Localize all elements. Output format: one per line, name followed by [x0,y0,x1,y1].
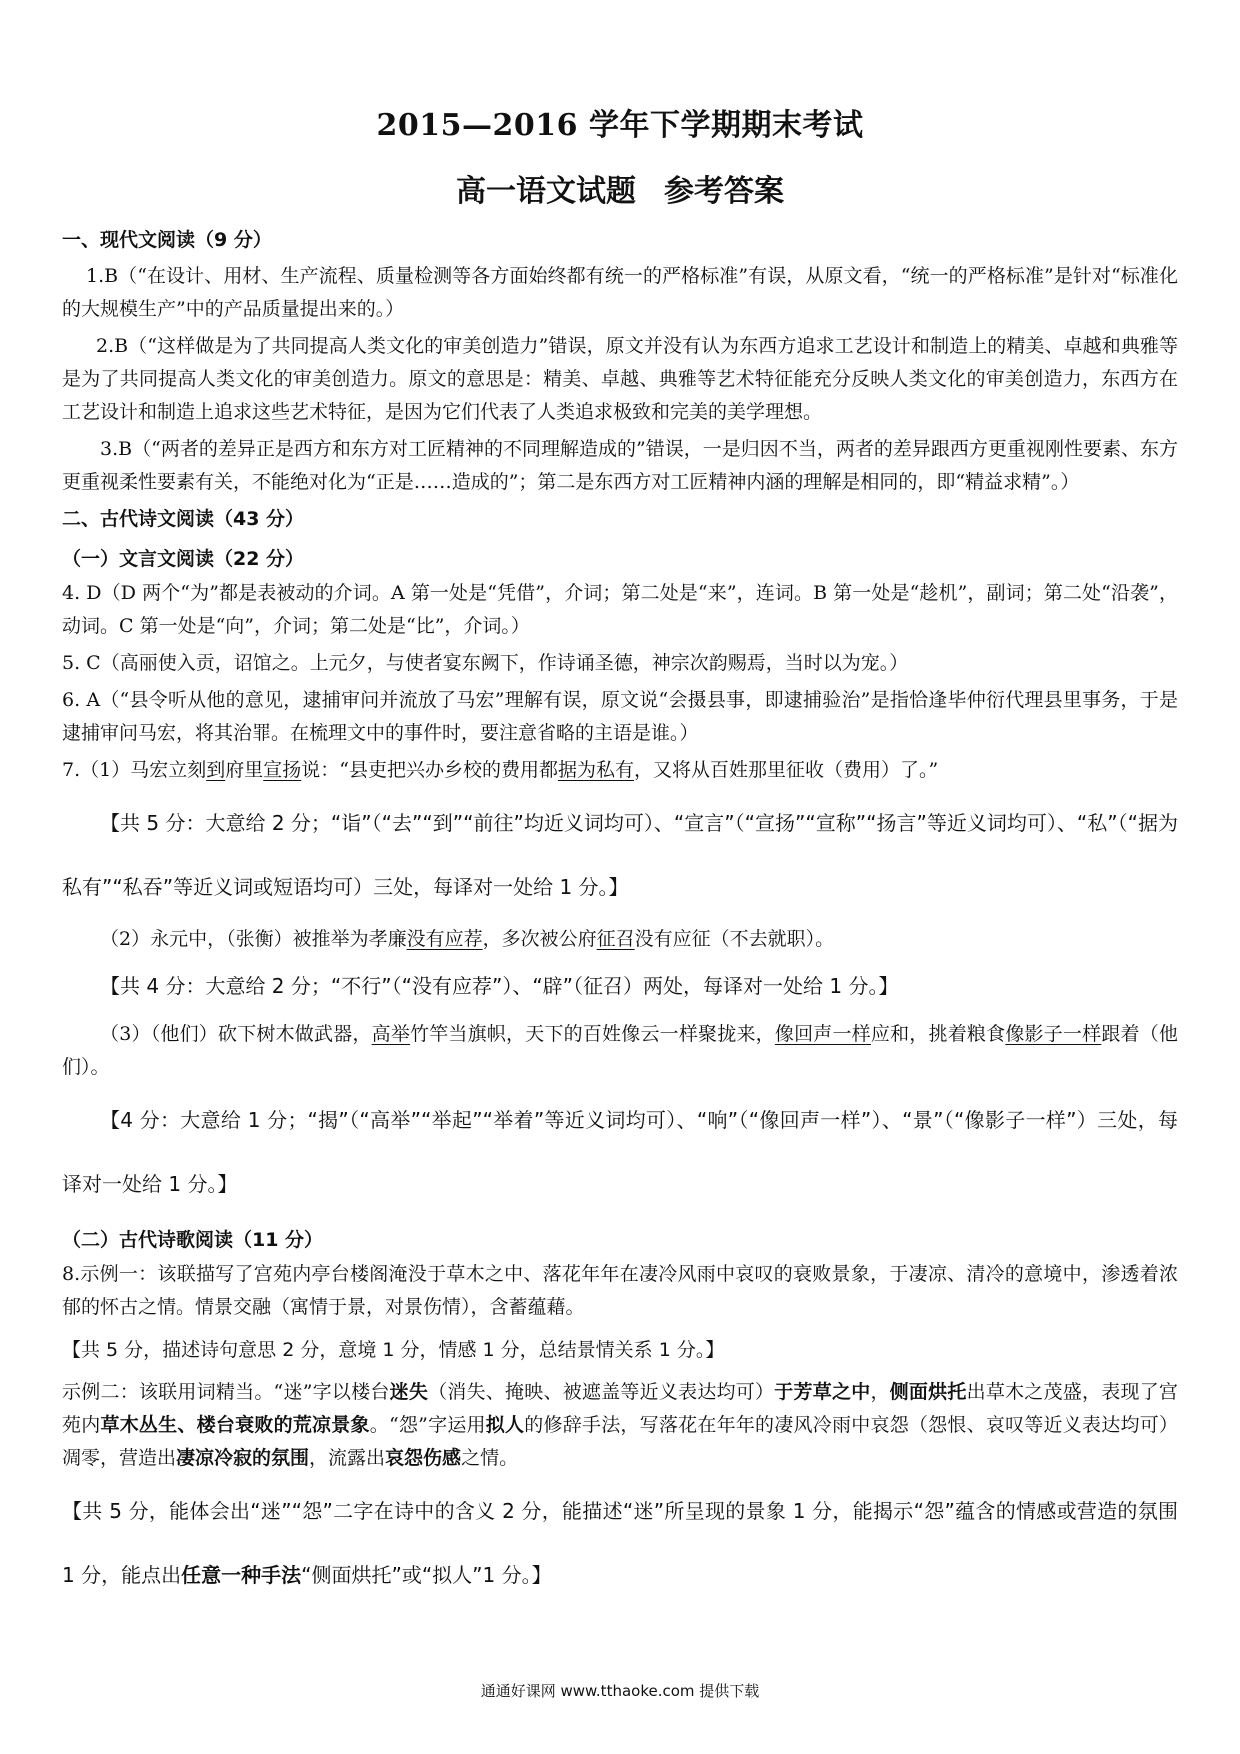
subtitle-course: 高一语文试题 [456,174,636,209]
keyword-underline: 没有应荐 [406,928,483,950]
answer-q5: 5. C（高丽使入贡，诏馆之。上元夕，与使者宴东阙下，作诗诵圣德，神宗次韵赐焉，当时以为宠。） [62,652,909,674]
answer-q8-example-2 [62,1376,1178,1475]
keyword-bold: 于芳草之中 [774,1381,871,1403]
scoring-q8-example-1: 【共 5 分，描述诗句意思 2 分，意境 1 分，情感 1 分，总结景情关系 1 分。】 [62,1339,725,1361]
exam-subtitle [62,166,1178,210]
scoring-q7-3: 【4 分：大意给 1 分；“揭”（“高举”“举起”“举着”等近义词均可）、“响”（“像回声一样”）、“景”（“像影子一样”）三处，每译对一处给 1 分。】 [62,1108,1178,1196]
text-run: （2）永元中，（张衡）被推举为孝廉 [100,928,407,950]
keyword-bold: 迷失 [389,1381,429,1403]
text-run: 出草木之茂盛，表现了宫苑内 [62,1381,1178,1436]
answer-q4: 4. D（D 两个“为”都是表被动的介词。A 第一处是“凭借”，介词；第二处是“来”，连词。B 第一处是“趁机”，副词；第二处“沿袭”，动词。C 第一处是“向”，介词；第二处是“比”，介词。） [62,582,1178,637]
answer-q3: 3.B（“两者的差异正是西方和东方对工匠精神的不同理解造成的”错误，一是归因不当，两者的差异跟西方更重视刚性要素、东方更重视柔性要素有关，不能绝对化为“正是……造成的”；第二是东西方对工匠精神内涵的理解是相同的，即“精益求精”。） [62,438,1178,493]
text-run: 。“怨”字运用 [369,1414,486,1436]
section-heading-modern-reading: 一、现代文阅读（9 分） [62,229,272,251]
keyword-underline: 像影子一样 [1005,1023,1102,1045]
subsection-heading-poetry: （二）古代诗歌阅读（11 分） [62,1229,324,1251]
text-run: （消失、掩映、被遮盖等近义表达均可） [428,1381,775,1403]
answer-q7-3 [62,1018,1178,1084]
keyword-underline: 高举 [371,1023,411,1045]
text-run: 说：“县吏把兴办乡校的费用都 [301,759,558,781]
text-run: 之情。 [461,1447,519,1469]
keyword-bold: 哀怨伤感 [385,1447,462,1469]
text-run: ，流露出 [309,1447,386,1469]
keyword-underline: 宣扬 [263,759,302,781]
text-run: 没有应征（不去就职）。 [634,928,835,950]
scoring-q7-2: 【共 4 分：大意给 2 分；“不行”（“没有应荐”）、“辟”（征召）两处，每译对一处给 1 分。】 [100,974,899,998]
keyword-underline: 据为私有 [557,759,634,781]
keyword-underline: 像回声一样 [774,1023,871,1045]
text-run: 7.（1）马宏立刻 [62,759,207,781]
text-run: 示例二：该联用词精当。“迷”字以楼台 [62,1381,390,1403]
keyword-underline: 征召 [596,928,635,950]
keyword-bold: 凄凉冷寂的氛围 [176,1447,310,1469]
scoring-q8-example-2 [62,1479,1178,1607]
text-run: 的修辞手法，写落花在年年的凄风冷雨中哀怨（怨恨、哀叹等近义表达均可）凋零，营造出 [62,1414,1178,1469]
page-footer: 通通好课网 www.tthaoke.com 提供下载 [480,1682,760,1700]
subsection-heading-classical-prose: （一）文言文阅读（22 分） [62,548,305,570]
keyword-underline: 到 [206,759,226,781]
answer-q1: 1.B（“在设计、用材、生产流程、质量检测等各方面始终都有统一的严格标准”有误，从原文看，“统一的严格标准”是针对“标准化的大规模生产”中的产品质量提出来的。） [62,265,1178,320]
answer-q7-2 [62,923,1178,956]
text-run: （3）（他们）砍下树木做武器， [100,1023,372,1045]
scoring-q7-1: 【共 5 分：大意给 2 分；“诣”（“去”“到”“前往”均近义词均可）、“宣言”（“宣扬”“宣称”“扬言”等近义词均可）、“私”（“据为私有”“私吞”等近义词或短语均可）三处，每译对一处给 1 分。】 [62,811,1178,899]
text-run: 竹竿当旗帜，天下的百姓像云一样聚拢来， [410,1023,775,1045]
exam-title: 2015—2016 学年下学期期末考试 [376,108,864,143]
keyword-bold: 草木丛生、楼台衰败的荒凉景象 [100,1414,370,1436]
text-run: ，多次被公府 [482,928,597,950]
text-run: 跟着（他们）。 [62,1023,1178,1078]
text-run: ，又将从百姓那里征收（费用）了。” [634,759,939,781]
answer-q6: 6. A（“县令听从他的意见，逮捕审问并流放了马宏”理解有误，原文说“会摄县事，即逮捕验治”是指恰逢毕仲衍代理县里事务，于是逮捕审问马宏，将其治罪。在梳理文中的事件时，要注意省略的主语是谁。） [62,689,1178,744]
answer-q8-example-1: 8.示例一：该联描写了宫苑内亭台楼阁淹没于草木之中、落花年年在凄冷风雨中哀叹的衰败景象，于凄凉、清冷的意境中，渗透着浓郁的怀古之情。情景交融（寓情于景，对景伤情），含蓄蕴藉。 [62,1263,1178,1318]
keyword-bold: 侧面烘托 [889,1381,967,1403]
text-run: “侧面烘托”或“拟人”1 分。】 [301,1563,552,1587]
keyword-bold: 任意一种手法 [181,1563,302,1587]
section-heading-classical-reading: 二、古代诗文阅读（43 分） [62,508,305,530]
text-run: 府里 [225,759,264,781]
answer-q2: 2.B（“这样做是为了共同提高人类文化的审美创造力”错误，原文并没有认为东西方追求工艺设计和制造上的精美、卓越和典雅等是为了共同提高人类文化的审美创造力。原文的意思是：精美、卓越、典雅等艺术特征能充分反映人类文化的审美创造力，东西方在工艺设计和制造上追求这些艺术特征，是因为它们代表了人类追求极致和完美的美学理想。 [62,335,1178,423]
answer-q7-1 [62,754,1178,787]
text-run: 【共 5 分，能体会出“迷”“怨”二字在诗中的含义 2 分，能描述“迷”所呈现的景象 1 分，能揭示“怨”蕴含的情感或营造的氛围 1 分，能点出 [62,1499,1178,1587]
subtitle-answers: 参考答案 [664,174,784,209]
keyword-bold: 拟人 [485,1414,525,1436]
text-run: ， [870,1381,890,1403]
text-run: 应和，挑着粮食 [870,1023,1006,1045]
